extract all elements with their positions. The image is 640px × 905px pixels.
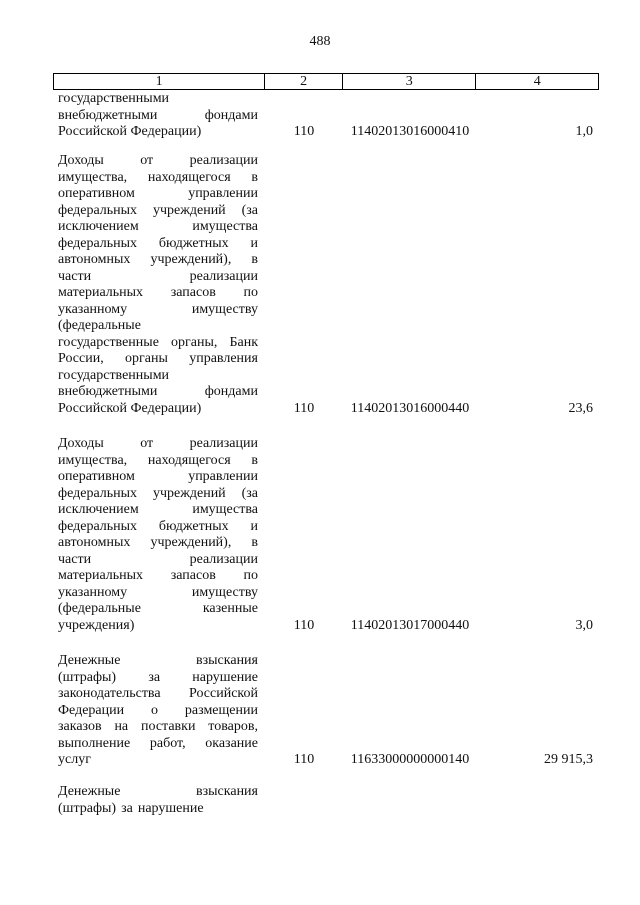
description-word: казенные — [202, 601, 258, 616]
description-word: фондами — [204, 107, 258, 123]
description-word: (штрафы) — [58, 800, 117, 816]
header-col-3: 3 — [343, 74, 477, 89]
table-header — [53, 73, 599, 90]
description-word: в — [251, 452, 258, 468]
description-word: реализации — [189, 551, 258, 567]
description-word: федеральных — [58, 485, 138, 501]
description-word: федеральных — [58, 202, 138, 218]
description-word: автономных — [58, 252, 131, 267]
description-line — [58, 91, 258, 108]
description-line — [58, 535, 258, 552]
description-word: находящегося — [147, 169, 231, 185]
row-sum: 3,0 — [575, 617, 593, 633]
description-word: учреждений), — [150, 535, 232, 550]
description-word: работ, — [149, 735, 186, 751]
description-word: имущества — [192, 219, 258, 234]
description-word: имуществу — [191, 584, 258, 600]
description-line — [58, 585, 258, 602]
description-word: учреждений — [152, 202, 226, 218]
description-word: Денежные — [58, 784, 121, 799]
description-word: поставки — [140, 719, 196, 734]
description-line — [58, 252, 258, 269]
description-word: (федеральные — [58, 318, 141, 333]
description-word: части — [58, 268, 92, 284]
header-col-4: 4 — [533, 74, 541, 89]
description-line — [58, 153, 258, 170]
row-description — [58, 653, 258, 769]
description-word: бюджетных — [158, 518, 229, 534]
description-word: запасов — [170, 285, 216, 300]
description-line — [58, 653, 258, 670]
description-word: в — [251, 535, 258, 550]
description-line — [58, 269, 258, 286]
description-line — [58, 801, 258, 818]
description-word: имущества, — [58, 452, 128, 468]
row-description — [58, 436, 258, 634]
description-line — [58, 219, 258, 236]
description-word: указанному — [58, 584, 128, 600]
description-word: имущества, — [58, 169, 128, 185]
description-word: имущества — [192, 502, 258, 517]
description-word: нарушение — [137, 800, 204, 816]
description-line — [58, 601, 258, 618]
description-word: (штрафы) — [58, 669, 117, 685]
description-line — [58, 686, 258, 703]
description-word: бюджетных — [158, 235, 229, 251]
description-line — [58, 124, 258, 141]
description-line — [58, 552, 258, 569]
description-word: выполнение — [58, 735, 131, 751]
description-word: (за — [241, 202, 258, 218]
description-word: в — [251, 252, 258, 267]
description-word: нарушение — [192, 669, 258, 685]
description-word: исключением — [58, 502, 139, 517]
description-word: Доходы — [58, 153, 104, 168]
description-line — [58, 203, 258, 220]
description-word: по — [243, 285, 258, 300]
description-word: материальных — [58, 568, 144, 583]
description-word: товаров, — [208, 719, 258, 734]
description-word: учреждений), — [150, 252, 232, 267]
description-word: взыскания — [196, 784, 258, 799]
description-line — [58, 453, 258, 470]
description-word: государственными — [58, 91, 170, 106]
description-word: о — [151, 702, 159, 718]
description-word: за — [121, 800, 133, 816]
description-word: федеральных — [58, 235, 138, 251]
description-line — [58, 568, 258, 585]
description-line — [58, 236, 258, 253]
page-number: 488 — [309, 34, 331, 49]
row-code: 110 — [293, 617, 315, 633]
description-word: реализации — [189, 436, 258, 451]
row-kbk: 11402013016000440 — [350, 400, 470, 416]
description-word: органы — [125, 351, 168, 366]
row-sum: 1,0 — [575, 124, 593, 139]
description-line — [58, 719, 258, 736]
description-word: государственными — [58, 367, 170, 383]
description-word: законодательства — [58, 686, 161, 701]
description-line — [58, 351, 258, 368]
description-word: управления — [189, 351, 258, 366]
description-word: Денежные — [58, 653, 121, 668]
description-word: Российской Федерации) — [58, 400, 202, 416]
description-word: в — [251, 169, 258, 185]
description-word: и — [250, 235, 258, 251]
description-word: находящегося — [147, 452, 231, 468]
description-line — [58, 108, 258, 125]
description-word: Банк — [229, 334, 258, 350]
description-word: от — [140, 153, 154, 168]
description-word: оперативном — [58, 469, 135, 484]
description-word: и — [250, 518, 258, 534]
description-line — [58, 436, 258, 453]
description-line — [58, 784, 258, 801]
description-word: (федеральные — [58, 601, 141, 616]
description-line — [58, 186, 258, 203]
row-sum: 23,6 — [568, 400, 593, 416]
description-line — [58, 519, 258, 536]
description-line — [58, 502, 258, 519]
row-kbk: 11402013017000440 — [350, 617, 470, 633]
description-word: России, — [58, 351, 104, 366]
description-word: реализации — [189, 268, 258, 284]
description-word: управлении — [188, 186, 258, 201]
description-word: материальных — [58, 285, 144, 300]
description-word: Российской Федерации) — [58, 124, 202, 139]
description-line — [58, 170, 258, 187]
row-description — [58, 153, 258, 417]
description-line — [58, 469, 258, 486]
description-line — [58, 618, 258, 635]
description-word: государственные — [58, 334, 159, 350]
description-word: учреждений — [152, 485, 226, 501]
description-line — [58, 384, 258, 401]
description-word: исключением — [58, 219, 139, 234]
row-code: 110 — [293, 400, 315, 416]
description-word: по — [243, 568, 258, 583]
description-word: имуществу — [191, 301, 258, 317]
description-line — [58, 670, 258, 687]
description-line — [58, 302, 258, 319]
description-line — [58, 736, 258, 753]
description-word: на — [114, 719, 129, 734]
description-line — [58, 285, 258, 302]
description-line — [58, 752, 258, 769]
description-word: органы, — [171, 334, 218, 350]
description-word: автономных — [58, 535, 131, 550]
description-word: услуг — [58, 752, 91, 767]
description-word: внебюджетными — [58, 107, 158, 123]
row-description — [58, 784, 258, 817]
description-word: за — [148, 669, 161, 685]
description-word: реализации — [189, 153, 258, 168]
description-line — [58, 318, 258, 335]
description-word: Доходы — [58, 436, 104, 451]
description-word: запасов — [170, 568, 216, 583]
description-word: учреждения) — [58, 617, 135, 633]
description-line — [58, 335, 258, 352]
description-word: внебюджетными — [58, 384, 158, 399]
header-col-1: 1 — [54, 74, 265, 89]
description-word: заказов — [58, 719, 102, 734]
row-sum: 29 915,3 — [544, 752, 593, 767]
description-word: оказание — [205, 735, 258, 751]
description-word: оперативном — [58, 186, 135, 201]
description-line — [58, 368, 258, 385]
description-line — [58, 401, 258, 418]
description-word: взыскания — [196, 653, 258, 668]
description-word: (за — [241, 485, 258, 501]
description-word: управлении — [188, 469, 258, 484]
header-col-2: 2 — [265, 74, 343, 89]
description-word: фондами — [204, 384, 258, 399]
description-line — [58, 703, 258, 720]
description-word: Федерации — [58, 702, 125, 718]
row-kbk: 11402013016000410 — [350, 124, 470, 139]
row-description — [58, 91, 258, 141]
description-word: Российской — [189, 686, 258, 701]
description-word: федеральных — [58, 518, 138, 534]
description-word: размещении — [184, 702, 258, 718]
description-line — [58, 486, 258, 503]
row-code: 110 — [293, 124, 315, 139]
description-word: от — [140, 436, 154, 451]
description-word: указанному — [58, 301, 128, 317]
description-word: части — [58, 551, 92, 567]
row-kbk: 11633000000000140 — [350, 752, 470, 767]
row-code: 110 — [293, 752, 315, 767]
